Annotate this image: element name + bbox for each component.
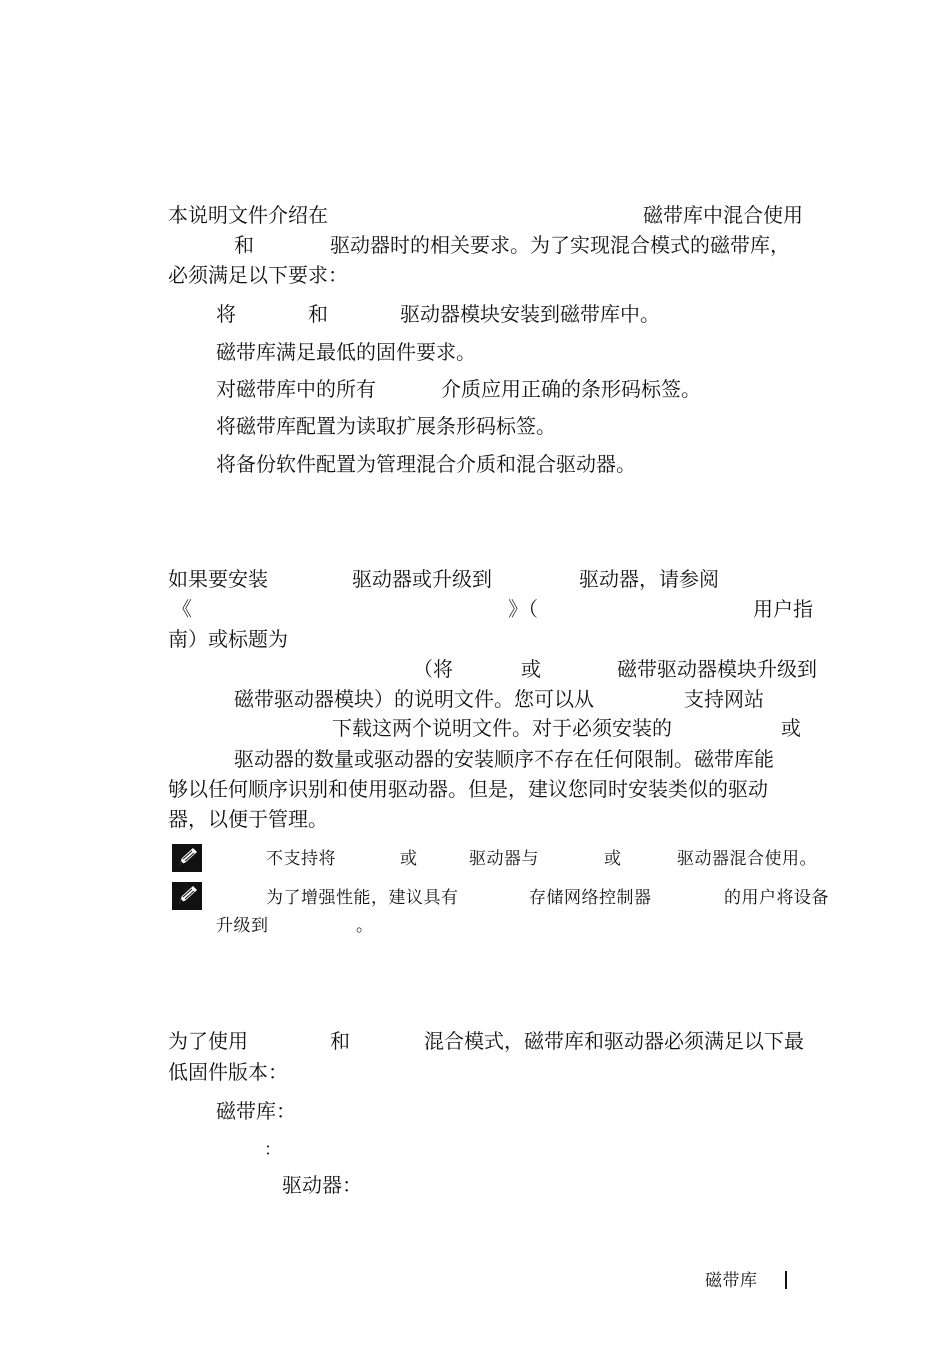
- install-text: 用户指: [753, 597, 813, 621]
- note-text: 存储网络控制器: [529, 888, 652, 908]
- install-text: （将: [413, 657, 453, 681]
- firmware-text: 为了使用: [168, 1029, 248, 1053]
- note-text: 不支持将: [266, 849, 336, 869]
- install-text: 支持网站: [684, 687, 764, 711]
- firmware-item: 磁带库：: [216, 1099, 296, 1123]
- install-text: 够以任何顺序识别和使用驱动器。但是，建议您同时安装类似的驱动: [168, 777, 768, 801]
- requirement-item: 将: [216, 302, 236, 326]
- intro-text: 和: [234, 233, 254, 257]
- install-text: 或: [781, 716, 801, 740]
- firmware-text: 和: [330, 1029, 350, 1053]
- install-text: 驱动器，请参阅: [579, 567, 719, 591]
- intro-text: 本说明文件介绍在: [168, 203, 328, 227]
- firmware-text: 低固件版本：: [168, 1060, 288, 1084]
- install-text: 南）或标题为: [168, 627, 288, 651]
- note-pencil-icon: [172, 882, 202, 910]
- requirement-item: 磁带库满足最低的固件要求。: [216, 340, 476, 364]
- install-text: 磁带驱动器模块升级到: [617, 657, 817, 681]
- install-text: 器，以便于管理。: [168, 807, 328, 831]
- footer-label: 磁带库: [705, 1271, 758, 1291]
- footer-separator: [785, 1271, 787, 1289]
- firmware-text: 混合模式，磁带库和驱动器必须满足以下最: [424, 1029, 804, 1053]
- install-text: 》（: [508, 597, 538, 621]
- requirement-item: 对磁带库中的所有: [216, 377, 376, 401]
- install-text: 《: [172, 597, 192, 621]
- requirement-item: 将磁带库配置为读取扩展条形码标签。: [216, 414, 556, 438]
- note-text: 。: [356, 916, 374, 936]
- intro-text: 必须满足以下要求：: [168, 263, 348, 287]
- requirement-item: 驱动器模块安装到磁带库中。: [400, 302, 660, 326]
- install-text: 磁带驱动器模块）的说明文件。您可以从: [234, 687, 594, 711]
- install-text: 或: [521, 657, 541, 681]
- install-text: 驱动器的数量或驱动器的安装顺序不存在任何限制。磁带库能: [234, 747, 774, 771]
- note-text: 驱动器混合使用。: [677, 849, 817, 869]
- note-text: 升级到: [216, 916, 269, 936]
- install-text: 下载这两个说明文件。对于必须安装的: [332, 716, 672, 740]
- note-text: 为了增强性能，建议具有: [266, 888, 459, 908]
- install-text: 如果要安装: [168, 567, 268, 591]
- intro-text: 驱动器时的相关要求。为了实现混合模式的磁带库，: [330, 233, 790, 257]
- note-text: 驱动器与: [469, 849, 539, 869]
- install-text: 驱动器或升级到: [352, 567, 492, 591]
- firmware-item: 驱动器：: [282, 1173, 362, 1197]
- requirement-item: 将备份软件配置为管理混合介质和混合驱动器。: [216, 452, 636, 476]
- intro-text: 磁带库中混合使用: [643, 203, 803, 227]
- firmware-item: ：: [264, 1140, 282, 1160]
- note-text: 或: [604, 849, 622, 869]
- requirement-item: 和: [308, 302, 328, 326]
- note-text: 或: [400, 849, 418, 869]
- requirement-item: 介质应用正确的条形码标签。: [441, 377, 701, 401]
- note-text: 的用户将设备: [724, 888, 829, 908]
- note-pencil-icon: [172, 844, 202, 872]
